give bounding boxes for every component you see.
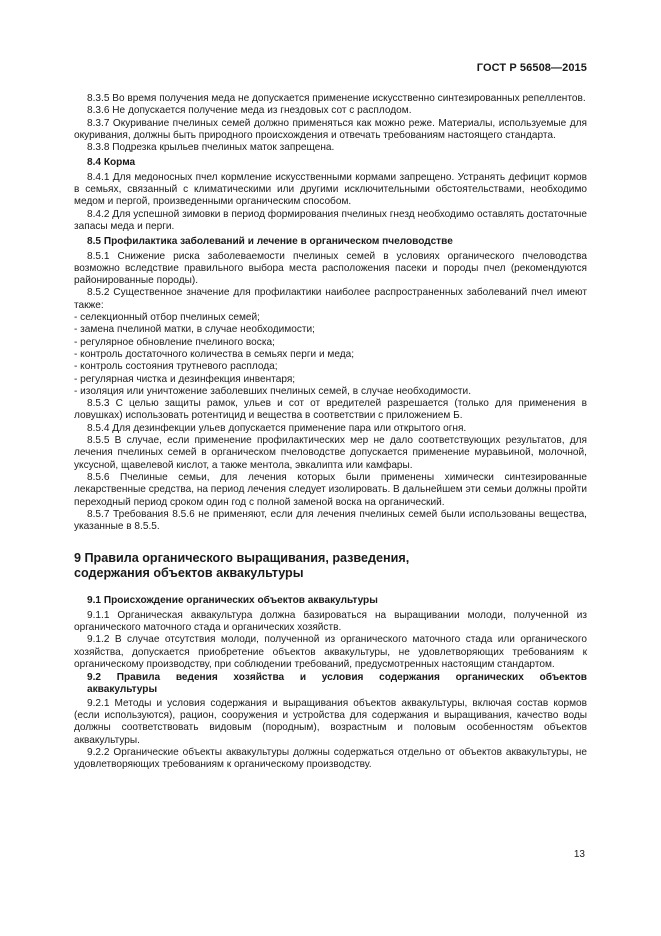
list-item: - селекционный отбор пчелиных семей; bbox=[74, 312, 587, 324]
paragraph-8-5-6: 8.5.6 Пчелиные семьи, для лечения которых были применены химически синтезированные лекарственные средства, на период лечения следует изолировать. В дальнейшем эти семьи должны пройти переходный период сроком один год с полной заменой воска на органический. bbox=[74, 471, 587, 508]
heading-9-2 bbox=[74, 672, 587, 697]
section-9-heading bbox=[74, 551, 587, 581]
section-9-heading-line-1: 9 Правила органического выращивания, разведения, bbox=[74, 551, 410, 566]
paragraph-8-4-1: 8.4.1 Для медоносных пчел кормление искусственными кормами запрещено. Устранять дефицит кормов в семьях, связанный с климатическими или другими исключительными обстоятельствами, необходимо медом и пергой, произведенными органическим способом. bbox=[74, 171, 587, 208]
list-item: - изоляция или уничтожение заболевших пчелиных семей, в случае необходимости. bbox=[74, 386, 587, 398]
paragraph-8-4-2: 8.4.2 Для успешной зимовки в период формирования пчелиных гнезд необходимо оставлять достаточные запасы меда и перги. bbox=[74, 208, 587, 232]
document-id-header: ГОСТ Р 56508—2015 bbox=[476, 62, 587, 74]
list-item: - замена пчелиной матки, в случае необходимости; bbox=[74, 324, 587, 336]
list-item: - регулярная чистка и дезинфекция инвентаря; bbox=[74, 374, 587, 386]
heading-9-2-line-2: аквакультуры bbox=[87, 684, 158, 696]
paragraph-8-5-4: 8.5.4 Для дезинфекции ульев допускается применение пара или открытого огня. bbox=[87, 422, 467, 434]
paragraph-8-5-5: 8.5.5 В случае, если применение профилактических мер не дало соответствующих результатов, для лечения пчелиных семей в органическом пчеловодстве допускается применение муравьиной, молочной, уксусной, щавелевой кислот, а также ментола, эвкалипта или камфары. bbox=[74, 435, 587, 471]
heading-9-1: 9.1 Происхождение органических объектов аквакультуры bbox=[87, 595, 378, 607]
paragraph-8-5-1: 8.5.1 Снижение риска заболеваемости пчелиных семей в условиях органического пчеловодства возможно вследствие правильного выбора места расположения пасеки и породы пчел (рекомендуются районированные породы). bbox=[74, 250, 587, 287]
list-item: - контроль состояния трутневого расплода; bbox=[74, 361, 587, 373]
paragraph-8-5-3: 8.5.3 С целью защиты рамок, ульев и сот от вредителей разрешается (только для применения в ловушках) использовать ротентицид и вещества в соответствии с приложением Б. bbox=[74, 398, 587, 422]
paragraph-8-3-5: 8.3.5 Во время получения меда не допускается применение искусственно синтезированных репеллентов. bbox=[87, 93, 586, 104]
paragraph-8-3-6: 8.3.6 Не допускается получение меда из гнездовых сот с расплодом. bbox=[87, 105, 412, 117]
heading-8-4: 8.4 Корма bbox=[87, 157, 136, 169]
heading-8-5: 8.5 Профилактика заболеваний и лечение в органическом пчеловодстве bbox=[87, 236, 453, 248]
paragraph-9-2-1: 9.2.1 Методы и условия содержания и выращивания объектов аквакультуры, включая состав кормов (если используются), рацион, сооружения и устройства для содержания и выращивания, качество воды должны соответствовать видовым (породным), возрастным и половым особенностям объектов аквакультуры. bbox=[74, 697, 587, 746]
paragraph-8-3-7: 8.3.7 Окуривание пчелиных семей должно применяться как можно реже. Материалы, используемые для окуривания, должны быть природного происхождения и отвечать требованиям настоящего стандарта. bbox=[74, 117, 587, 141]
document-body bbox=[74, 93, 587, 772]
heading-9-2-line-1: 9.2 Правила ведения хозяйства и условия содержания органических объектов bbox=[87, 672, 587, 684]
list-8-5-2 bbox=[74, 312, 587, 398]
paragraph-9-1-2: 9.1.2 В случае отсутствия молоди, полученной из органического маточного стада или органического хозяйства, допускается приобретение объектов аквакультуры, не удовлетворяющих требованиям к органическому производству, при соблюдении требований, предусмотренных настоящим стандартом. bbox=[74, 634, 587, 670]
paragraph-9-1-1: 9.1.1 Органическая аквакультура должна базироваться на выращивании молоди, полученной из органического маточного стада и органических хозяйств. bbox=[74, 609, 587, 633]
paragraph-8-5-7: 8.5.7 Требования 8.5.6 не применяют, если для лечения пчелиных семей были использованы вещества, указанные в 8.5.5. bbox=[74, 508, 587, 533]
list-item: - контроль достаточного количества в семьях перги и меда; bbox=[74, 349, 587, 361]
section-9-heading-line-2: содержания объектов аквакультуры bbox=[74, 566, 304, 581]
paragraph-8-3-8: 8.3.8 Подрезка крыльев пчелиных маток запрещена. bbox=[87, 142, 335, 154]
paragraph-8-5-2: 8.5.2 Существенное значение для профилактики наиболее распространенных заболеваний пчел имеют также: bbox=[74, 287, 587, 311]
page-number: 13 bbox=[573, 849, 585, 860]
list-item: - регулярное обновление пчелиного воска; bbox=[74, 337, 587, 349]
paragraph-9-2-2: 9.2.2 Органические объекты аквакультуры должны содержаться отдельно от объектов аквакультуры, не удовлетворяющих требованиям к органическому производству. bbox=[74, 746, 587, 771]
